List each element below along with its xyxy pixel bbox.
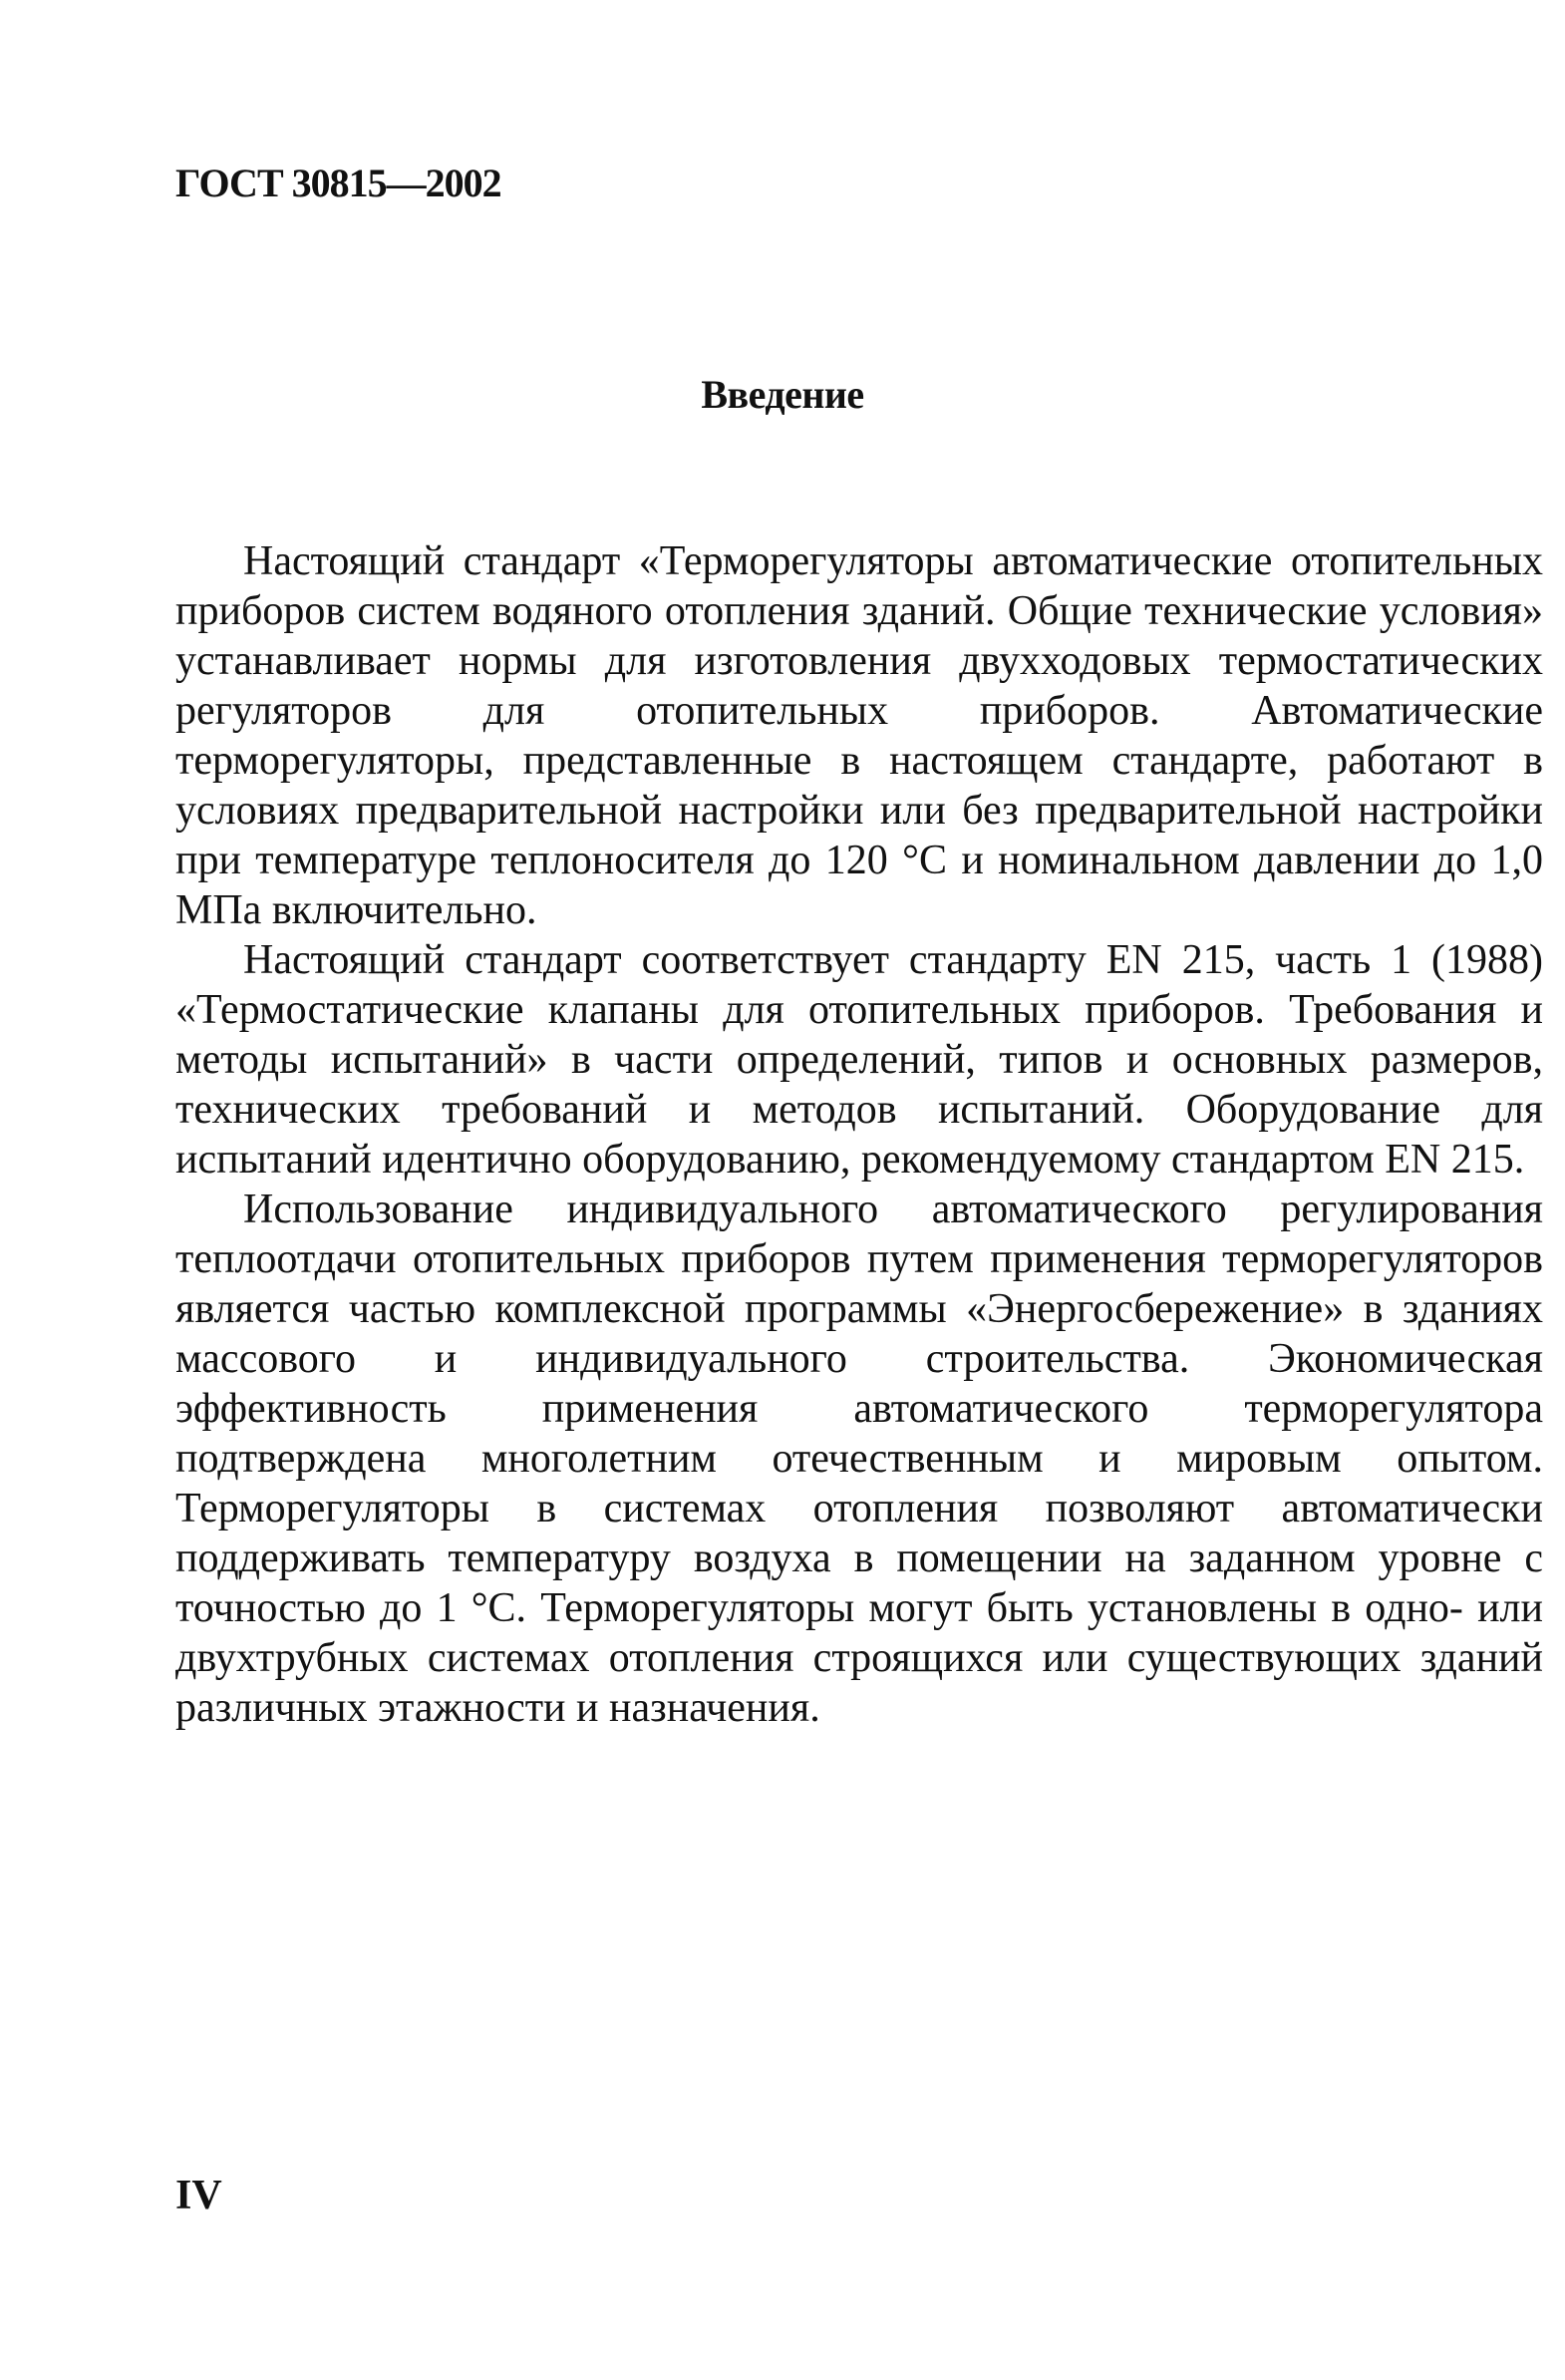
- paragraph-1: Настоящий стандарт «Терморегуляторы автоматические отопительных приборов систем водяного отопления зданий. Общие технические условия» устанавливает нормы для изготовления двухходовых термостатических регуляторов для отопительных приборов. Автоматические терморегуляторы, представленные в настоящем стандарте, работают в условиях предварительной настройки или без предварительной настройки при температуре теплоносителя до 120 °С и номинальном давлении до 1,0 МПа включительно.: [175, 538, 1543, 933]
- page-number: IV: [175, 2173, 222, 2218]
- document-code: ГОСТ 30815—2002: [175, 161, 501, 205]
- paragraph-3: Использование индивидуального автоматического регулирования теплоотдачи отопительных приборов путем применения терморегуляторов является частью комплексной программы «Энергосбережение» в зданиях массового и индивидуального строительства. Экономическая эффективность применения автоматического терморегулятора подтверждена многолетним отечественным и мировым опытом. Терморегуляторы в системах отопления позволяют автоматически поддерживать температуру воздуха в помещении на заданном уровне с точностью до 1 °С. Терморегуляторы могут быть установлены в одно- или двухтрубных системах отопления строящихся или существующих зданий различных этажности и назначения.: [175, 1187, 1543, 1731]
- section-title: Введение: [701, 372, 864, 417]
- paragraph-2: Настоящий стандарт соответствует стандарту EN 215, часть 1 (1988) «Термостатические клапаны для отопительных приборов. Требования и методы испытаний» в части определений, типов и основных размеров, технических требований и методов испытаний. Оборудование для испытаний идентично оборудованию, рекомендуемому стандартом EN 215.: [175, 937, 1543, 1183]
- body-text: [175, 536, 1543, 1733]
